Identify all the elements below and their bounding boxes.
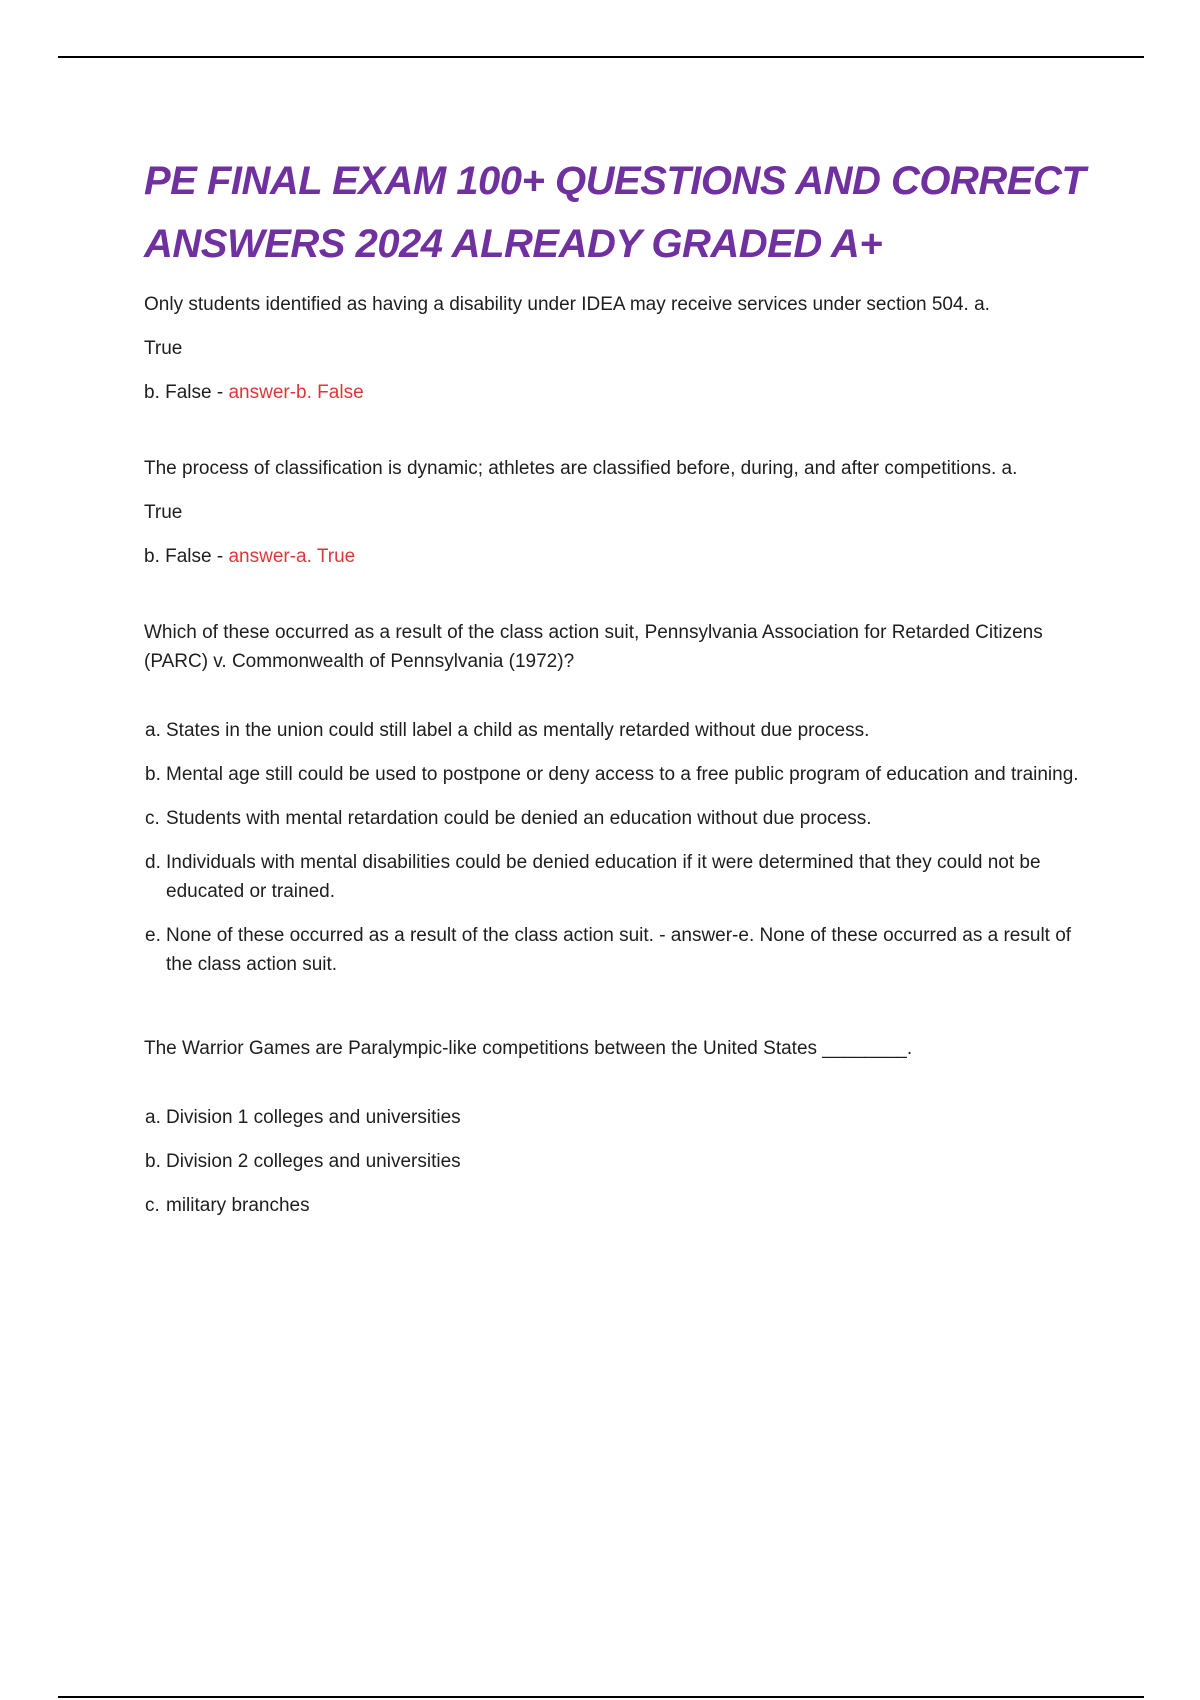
answer-text: answer-a. True <box>228 546 356 567</box>
option-letter: d. <box>145 852 161 873</box>
answer-text: answer-b. False <box>228 382 364 403</box>
option-text: Mental age still could be used to postpone or deny access to a free public program of education and training. <box>166 764 1079 785</box>
option-text: military branches <box>166 1195 310 1216</box>
option-letter: c. <box>145 1195 160 1216</box>
option-letter: a. <box>145 1107 161 1128</box>
option-item <box>144 760 1094 789</box>
option-text: Division 1 colleges and universities <box>166 1107 461 1128</box>
question-stem: The Warrior Games are Paralympic-like competitions between the United States ________. <box>144 1038 913 1059</box>
option-item <box>144 848 1094 906</box>
option-letter: c. <box>145 808 160 829</box>
question-stem: Only students identified as having a disability under IDEA may receive services under section 504. a. <box>144 294 990 315</box>
option-label: b. False - <box>144 382 229 403</box>
answer-line <box>144 542 1094 571</box>
question-stem: Which of these occurred as a result of the class action suit, Pennsylvania Association for Retarded Citizens (PARC) v. Commonwealth of Pennsylvania (1972)? <box>144 622 1043 672</box>
question-1 <box>144 290 1094 407</box>
question-3 <box>144 618 1094 979</box>
option-letter: b. <box>145 1151 161 1172</box>
option-text: Division 2 colleges and universities <box>166 1151 461 1172</box>
option-text: States in the union could still label a child as mentally retarded without due process. <box>166 720 870 741</box>
document-body <box>144 150 1094 1235</box>
answer-line <box>144 378 1094 407</box>
option-item <box>144 1103 1094 1132</box>
question-4 <box>144 1034 1094 1220</box>
option-letter: b. <box>145 764 161 785</box>
question-2 <box>144 454 1094 571</box>
question-stem-continued: True <box>144 502 183 523</box>
option-item <box>144 716 1094 745</box>
option-item <box>144 1191 1094 1220</box>
option-letter: e. <box>145 925 161 946</box>
option-item <box>144 921 1094 979</box>
bottom-rule <box>58 1696 1144 1698</box>
option-text: None of these occurred as a result of the class action suit. - answer-e. None of these occurred as a result of the class action suit. <box>166 925 1072 975</box>
option-list <box>144 716 1094 979</box>
option-label: b. False - <box>144 546 229 567</box>
option-list <box>144 1103 1094 1220</box>
option-text: Students with mental retardation could be denied an education without due process. <box>166 808 872 829</box>
option-item <box>144 804 1094 833</box>
option-text: Individuals with mental disabilities could be denied education if it were determined that they could not be educated or trained. <box>166 852 1041 902</box>
top-rule <box>58 56 1144 58</box>
question-stem: The process of classification is dynamic; athletes are classified before, during, and after competitions. a. <box>144 458 1018 479</box>
document-title: PE FINAL EXAM 100+ QUESTIONS AND CORRECT ANSWERS 2024 ALREADY GRADED A+ <box>144 159 1086 266</box>
question-stem-continued: True <box>144 338 183 359</box>
option-item <box>144 1147 1094 1176</box>
option-letter: a. <box>145 720 161 741</box>
